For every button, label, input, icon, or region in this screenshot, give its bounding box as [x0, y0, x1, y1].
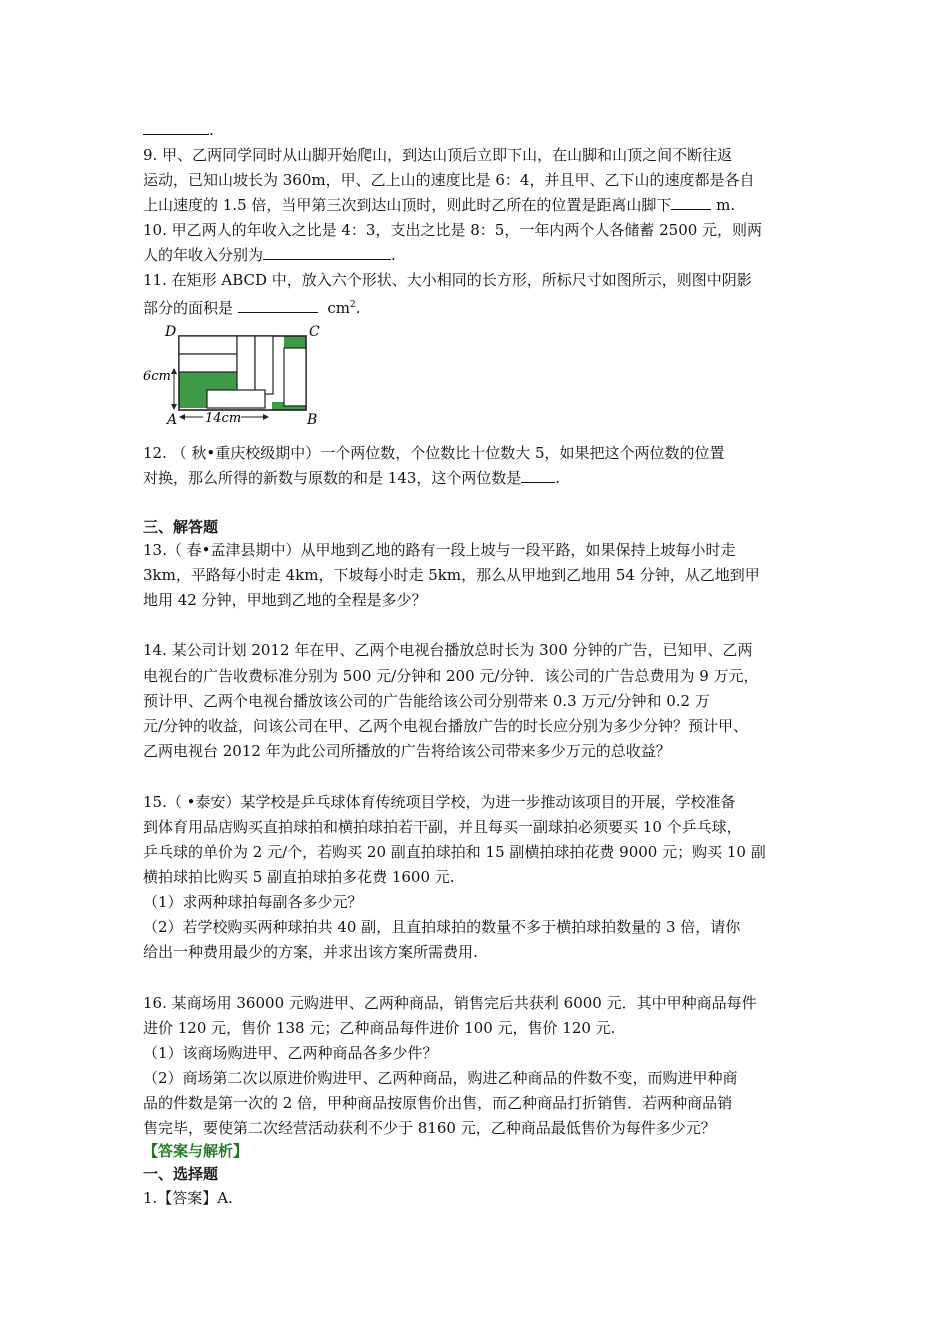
shaded-region-left — [179, 370, 237, 390]
q8-tail: . — [143, 120, 214, 140]
answer-blank[interactable] — [521, 468, 555, 483]
label-a: A — [167, 412, 178, 428]
q16-line-4: （2）商场第二次以原进价购进甲、乙两种商品，购进乙种商品的件数不变，而购进甲种商 — [143, 1069, 738, 1087]
q13-line-1: 13.（ 春•孟津县期中）从甲地到乙地的路有一段上坡与一段平路，如果保持上坡每小时走 — [143, 541, 736, 559]
q16-line-3: （1）该商场购进甲、乙两种商品各多少件？ — [143, 1044, 438, 1062]
q14-line-1: 14. 某公司计划 2012 年在甲、乙两个电视台播放总时长为 300 分钟的广告，已知甲、乙两 — [143, 641, 753, 659]
answer-blank[interactable] — [238, 298, 318, 313]
shaded-region-left-lower — [179, 390, 207, 408]
q14-line-2: 电视台的广告收费标准分别为 500 元/分钟和 200 元/分钟．该公司的广告总费用为 9 万元， — [143, 667, 759, 685]
q15-line-6: （2）若学校购买两种球拍共 40 副，且直拍球拍的数量不多于横拍球拍数量的 3 倍，请你 — [143, 918, 741, 936]
label-b: B — [307, 412, 318, 428]
q15-line-1: 15.（ •泰安）某学校是乒乓球体育传统项目学校，为进一步推动该项目的开展，学校准备 — [143, 793, 736, 811]
q14-line-4: 元/分钟的收益，问该公司在甲、乙两个电视台播放广告的时长应分别为多少分钟？预计甲、 — [143, 717, 749, 735]
q9-line-1: 9. 甲、乙两同学同时从山脚开始爬山，到达山顶后立即下山，在山脚和山顶之间不断往返 — [143, 146, 733, 164]
q13-line-3: 地用 42 分钟，甲地到乙地的全程是多少？ — [143, 591, 427, 609]
answer-blank[interactable] — [143, 120, 209, 135]
section-title-answers-questions: 三、解答题 — [143, 518, 219, 536]
q15-line-4: 横拍球拍比购买 5 副直拍球拍多花费 1600 元. — [143, 868, 455, 886]
q16-line-6: 售完毕，要使第二次经营活动获利不少于 8160 元，乙种商品最低售价为每件多少元？ — [143, 1119, 716, 1137]
q14-line-5: 乙两电视台 2012 年为此公司所播放的广告将给该公司带来多少万元的总收益？ — [143, 742, 671, 760]
q15-line-3: 乒乓球的单价为 2 元/个，若购买 20 副直拍球拍和 15 副横拍球拍花费 9000 元；购买 10 副 — [143, 843, 766, 861]
q16-line-2: 进价 120 元，售价 138 元；乙种商品每件进价 100 元，售价 120 元. — [143, 1019, 616, 1037]
rectangle-figure — [143, 322, 333, 434]
answer-blank[interactable] — [263, 245, 391, 260]
width-label: 14cm — [205, 411, 242, 426]
answers-section-1: 一、选择题 — [143, 1165, 219, 1183]
q9-line-2: 运动，已知山坡长为 360m，甲、乙上山的速度比是 6：4，并且甲、乙下山的速度都是各自 — [143, 171, 755, 189]
label-d: D — [165, 324, 177, 340]
q10-line-1: 10. 甲乙两人的年收入之比是 4：3，支出之比是 8：5，一年内两个人各储蓄 2500 元，则两 — [143, 221, 763, 239]
q11-line-1: 11. 在矩形 ABCD 中，放入六个形状、大小相同的长方形，所标尺寸如图所示，则图中阴影 — [143, 271, 752, 289]
answers-title: 【答案与解析】 — [143, 1142, 249, 1160]
q16-line-1: 16. 某商场用 36000 元购进甲、乙两种商品，销售完后共获利 6000 元．其中甲种商品每件 — [143, 994, 757, 1012]
q12-line-2: 对换，那么所得的新数与原数的和是 143，这个两位数是 . — [143, 469, 561, 487]
q9-line-3: 上山速度的 1.5 倍，当甲第三次到达山顶时，则此时乙所在的位置是距离山脚下 m. — [143, 196, 736, 214]
height-label: 6cm — [143, 369, 171, 384]
answer-blank[interactable] — [671, 195, 711, 210]
q11-line-2: 部分的面积是 $cm^2$. — [143, 299, 361, 317]
q12-line-1: 12. （ 秋•重庆校级期中）一个两位数，个位数比十位数大 5，如果把这个两位数的位置 — [143, 444, 725, 462]
q14-line-3: 预计甲、乙两个电视台播放该公司的广告能给该公司分别带来 0.3 万元/分钟和 0.2 万 — [143, 692, 710, 710]
q15-line-2: 到体育用品店购买直拍球拍和横拍球拍若干副，并且每买一副球拍必须要买 10 个乒乓球， — [143, 818, 742, 836]
q16-line-5: 品的件数是第一次的 2 倍，甲种商品按原售价出售，而乙种商品打折销售．若两种商品销 — [143, 1094, 733, 1112]
answer-1: 1.【答案】A. — [143, 1189, 233, 1207]
q15-line-5: （1）求两种球拍每副各多少元？ — [143, 893, 363, 911]
label-c: C — [309, 324, 320, 340]
shaded-region-top-right — [284, 336, 306, 348]
q13-line-2: 3km，平路每小时走 4km，下坡每小时走 5km，那么从甲地到乙地用 54 分钟，从乙地到甲 — [143, 566, 760, 584]
q10-line-2: 人的年收入分别为 . — [143, 246, 396, 264]
q15-line-7: 给出一种费用最少的方案，并求出该方案所需费用. — [143, 943, 478, 961]
